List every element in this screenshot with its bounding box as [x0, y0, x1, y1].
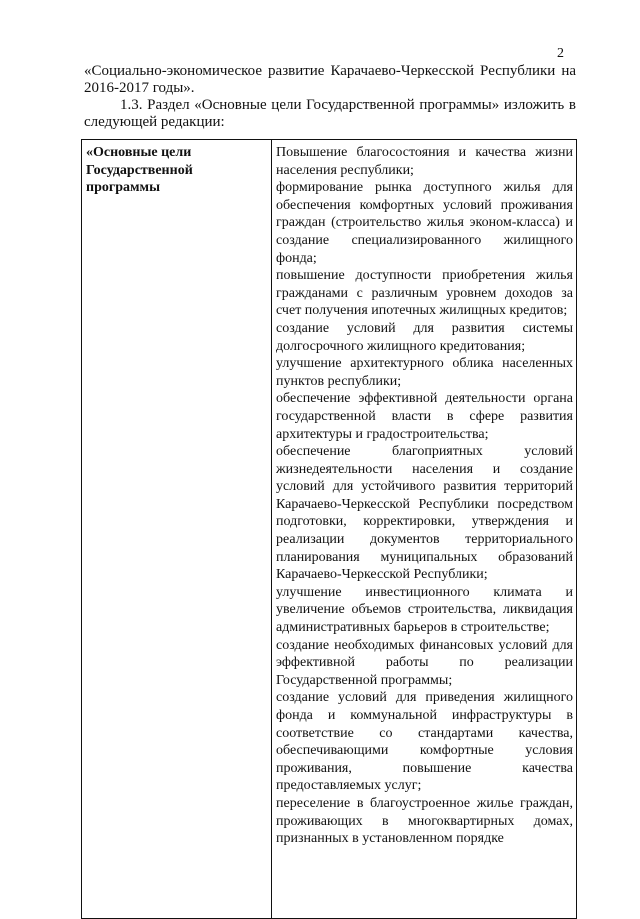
goal-item: обеспечение благоприятных условий жизнедеятельности населения и создание условий для устойчивого развития территорий Карачаево-Черкесской Республики посредством подготовки, корректировки, утверждения и реализации документов территориального планирования муниципальных образований Карачаево-Черкесской Республики; — [276, 444, 573, 583]
goal-item: создание необходимых финансовых условий для эффективной работы по реализации Государственной программы; — [276, 637, 573, 688]
goal-item: создание условий для развития системы долгосрочного жилищного кредитования; — [276, 320, 573, 354]
goal-item: улучшение архитектурного облика населенных пунктов республики; — [276, 356, 573, 389]
goal-item: переселение в благоустроенное жилье граждан, проживающих в многоквартирных домах, признанных в установленном порядке — [276, 795, 573, 847]
goal-item: Повышение благосостояния и качества жизни населения республики; — [276, 145, 573, 178]
goals-list-cell — [272, 140, 577, 919]
goal-item: формирование рынка доступного жилья для обеспечения комфортных условий проживания граждан (строительство жилья эконом-класса) и создание специализированного жилищного фонда; — [276, 180, 573, 266]
page-number: 2 — [557, 46, 564, 61]
goal-item: улучшение инвестиционного климата и увеличение объемов строительства, ликвидация административных барьеров в строительстве; — [276, 584, 573, 636]
goal-item: повышение доступности приобретения жилья гражданами с различным уровнем доходов за счет получения ипотечных жилищных кредитов; — [276, 268, 573, 319]
intro-text — [84, 63, 576, 131]
goal-item: создание условий для приведения жилищного фонда и коммунальной инфраструктуры в соответствие со стандартами качества, обеспечивающими комфортные условия проживания, повышение качества предоставляемых услуг; — [276, 690, 573, 794]
program-title-line: «Социально-экономическое развитие Карачаево-Черкесской Республики на 2016-2017 годы». — [84, 63, 576, 96]
goals-table — [81, 139, 577, 919]
section-instruction: 1.3. Раздел «Основные цели Государственной программы» изложить в следующей редакции: — [84, 97, 576, 130]
goal-item: обеспечение эффективной деятельности органа государственной власти в сфере развития архитектуры и градостроительства; — [276, 391, 573, 442]
goals-row — [82, 140, 577, 919]
goals-label-cell: «Основные цели Государственной программы — [82, 140, 272, 919]
